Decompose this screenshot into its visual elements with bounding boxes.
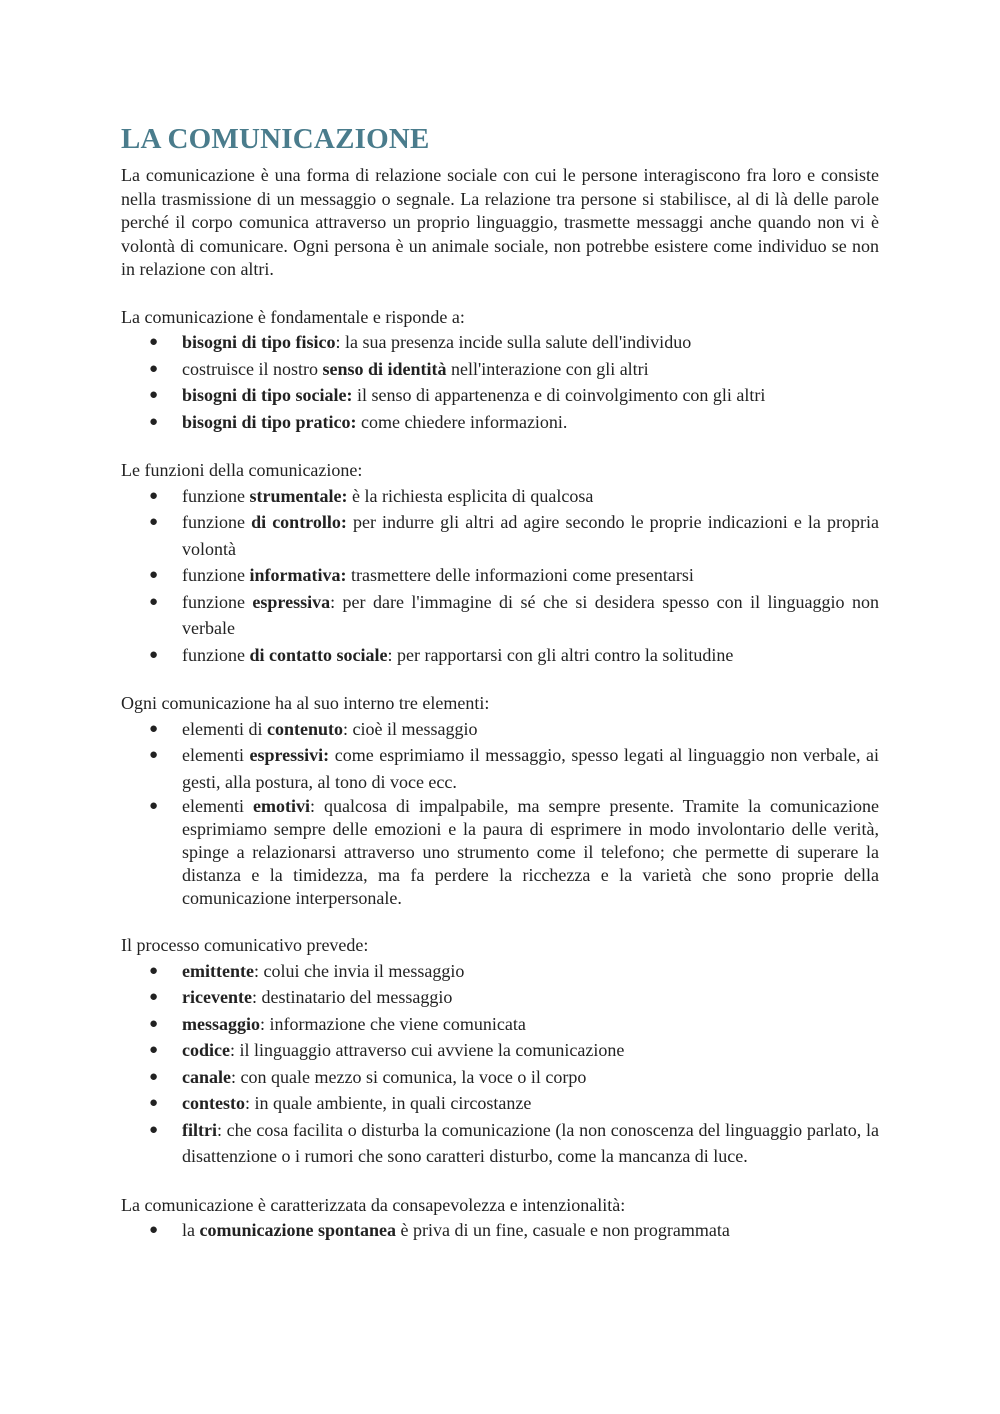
section-intro-process: Il processo comunicativo prevede: (121, 935, 369, 955)
list-item: ● la comunicazione spontanea è priva di un fine, casuale e non programmata (121, 1217, 879, 1244)
list-item: ● messaggio: informazione che viene comunicata (121, 1011, 879, 1038)
document-title: LA COMUNICAZIONE (121, 123, 430, 155)
list-item: ● bisogni di tipo fisico: la sua presenza incide sulla salute dell'individuo (121, 329, 879, 356)
section-intro-elements: Ogni comunicazione ha al suo interno tre elementi: (121, 693, 490, 713)
list-item: ● emittente: colui che invia il messaggio (121, 958, 879, 985)
list-item: ● funzione di contatto sociale: per rapportarsi con gli altri contro la solitudine (121, 642, 879, 669)
list-item: ● funzione strumentale: è la richiesta esplicita di qualcosa (121, 483, 879, 510)
list-item: ● elementi di contenuto: cioè il messaggio (121, 716, 879, 743)
list-item: ● funzione informativa: trasmettere delle informazioni come presentarsi (121, 562, 879, 589)
list-item: ● funzione di controllo: per indurre gli altri ad agire secondo le proprie indicazioni e la propria volontà (121, 509, 879, 562)
list-item: ● codice: il linguaggio attraverso cui avviene la comunicazione (121, 1037, 879, 1064)
list-item: ● elementi emotivi: qualcosa di impalpabile, ma sempre presente. Tramite la comunicazione esprimiamo sempre delle emozioni e la paura di esprimere in modo involontario delle verità, spinge a relazionarsi attraverso uno strumento come il telefono; che permette di superare la distanza e la timidezza, ma fa perdere la ricchezza e la varietà che sono proprie della comunicazione interpersonale. (121, 795, 879, 910)
section-intro-fundamental: La comunicazione è fondamentale e risponde a: (121, 306, 465, 327)
list-elements (121, 716, 879, 911)
list-item: ● elementi espressivi: come esprimiamo il messaggio, spesso legati al linguaggio non verbale, ai gesti, alla postura, al tono di voce ecc. (121, 742, 879, 795)
list-needs (121, 329, 879, 435)
list-functions (121, 483, 879, 669)
list-item: ● contesto: in quale ambiente, in quali circostanze (121, 1090, 879, 1117)
list-item: ● costruisce il nostro senso di identità nell'interazione con gli altri (121, 356, 879, 383)
list-item: ● ricevente: destinatario del messaggio (121, 984, 879, 1011)
section-intro-awareness: La comunicazione è caratterizzata da consapevolezza e intenzionalità: (121, 1194, 626, 1215)
document-page (121, 120, 879, 1244)
list-item: ● funzione espressiva: per dare l'immagine di sé che si desidera spesso con il linguaggio non verbale (121, 589, 879, 642)
section-intro-functions: Le funzioni della comunicazione: (121, 460, 363, 480)
list-awareness (121, 1217, 879, 1244)
list-item: ● bisogni di tipo pratico: come chiedere informazioni. (121, 409, 879, 436)
intro-paragraph: La comunicazione è una forma di relazione sociale con cui le persone interagiscono fra loro e consiste nella trasmissione di un messaggio o segnale. La relazione tra persone si stabilisce, al di là delle parole perché il corpo comunica attraverso un proprio linguaggio, trasmette messaggi anche quando non vi è volontà di comunicare. Ogni persona è un animale sociale, non potrebbe esistere come individuo se non in relazione con altri. (121, 165, 879, 279)
list-item: ● canale: con quale mezzo si comunica, la voce o il corpo (121, 1064, 879, 1091)
list-process (121, 958, 879, 1170)
list-item: ● bisogni di tipo sociale: il senso di appartenenza e di coinvolgimento con gli altri (121, 382, 879, 409)
list-item: ● filtri: che cosa facilita o disturba la comunicazione (la non conoscenza del linguaggio parlato, la disattenzione o i rumori che sono caratteri disturbo, come la mancanza di luce. (121, 1117, 879, 1170)
